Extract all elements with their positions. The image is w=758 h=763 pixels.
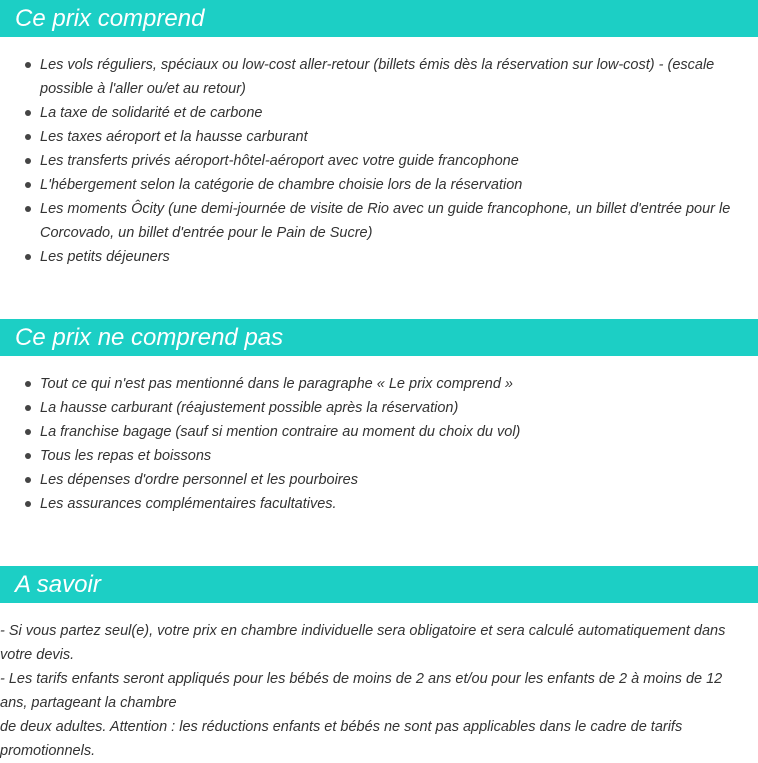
list-item: Les dépenses d'ordre personnel et les pourboires bbox=[0, 468, 758, 492]
excludes-section bbox=[0, 319, 758, 516]
includes-list bbox=[0, 53, 758, 269]
bullet-icon bbox=[25, 206, 31, 212]
bullet-icon bbox=[25, 182, 31, 188]
bullet-icon bbox=[25, 405, 31, 411]
list-item: Tous les repas et boissons bbox=[0, 444, 758, 468]
list-item: Les petits déjeuners bbox=[0, 245, 758, 269]
info-line-child-rates: - Les tarifs enfants seront appliqués pour les bébés de moins de 2 ans et/ou pour les enfants de 2 à moins de 12 ans, partageant la chambre bbox=[0, 671, 723, 711]
info-line-single-room: - Si vous partez seul(e), votre prix en chambre individuelle sera obligatoire et sera calculé automatiquement dans votre devis. bbox=[0, 623, 726, 663]
bullet-icon bbox=[25, 254, 31, 260]
bullet-icon bbox=[25, 381, 31, 387]
list-item: Les transferts privés aéroport-hôtel-aéroport avec votre guide francophone bbox=[0, 149, 758, 173]
bullet-icon bbox=[25, 62, 31, 68]
list-item: Les vols réguliers, spéciaux ou low-cost aller-retour (billets émis dès la réservation sur low-cost) - (escale possible à l'aller ou/et au retour) bbox=[0, 53, 758, 101]
list-item: La hausse carburant (réajustement possible après la réservation) bbox=[0, 396, 758, 420]
bullet-icon bbox=[25, 429, 31, 435]
list-item: La taxe de solidarité et de carbone bbox=[0, 101, 758, 125]
bullet-icon bbox=[25, 477, 31, 483]
info-section bbox=[0, 566, 758, 763]
excludes-title: Ce prix ne comprend pas bbox=[0, 319, 758, 356]
bullet-icon bbox=[25, 110, 31, 116]
info-body bbox=[0, 619, 758, 763]
info-line-promo-note: de deux adultes. Attention : les réductions enfants et bébés ne sont pas applicables dans le cadre de tarifs promotionnels. bbox=[0, 719, 683, 759]
bullet-icon bbox=[25, 134, 31, 140]
excludes-list bbox=[0, 372, 758, 516]
bullet-icon bbox=[25, 501, 31, 507]
includes-section bbox=[0, 0, 758, 269]
list-item: Tout ce qui n'est pas mentionné dans le paragraphe « Le prix comprend » bbox=[0, 372, 758, 396]
info-title: A savoir bbox=[0, 566, 758, 603]
list-item: Les moments Ôcity (une demi-journée de visite de Rio avec un guide francophone, un billet d'entrée pour le Corcovado, un billet d'entrée pour le Pain de Sucre) bbox=[0, 197, 758, 245]
list-item: La franchise bagage (sauf si mention contraire au moment du choix du vol) bbox=[0, 420, 758, 444]
list-item: L'hébergement selon la catégorie de chambre choisie lors de la réservation bbox=[0, 173, 758, 197]
bullet-icon bbox=[25, 453, 31, 459]
list-item: Les assurances complémentaires facultatives. bbox=[0, 492, 758, 516]
bullet-icon bbox=[25, 158, 31, 164]
list-item: Les taxes aéroport et la hausse carburant bbox=[0, 125, 758, 149]
includes-title: Ce prix comprend bbox=[0, 0, 758, 37]
